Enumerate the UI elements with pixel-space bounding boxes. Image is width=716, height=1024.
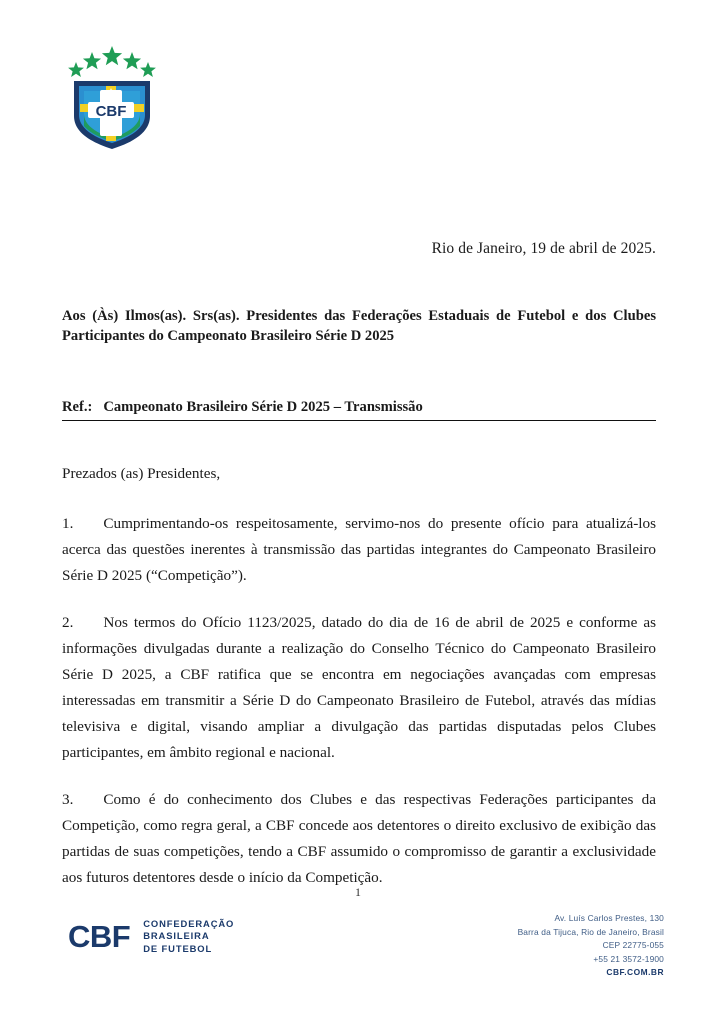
reference-subject: Campeonato Brasileiro Série D 2025 – Transmissão <box>103 398 423 415</box>
reference-divider <box>62 420 656 421</box>
salutation: Prezados (as) Presidentes, <box>62 464 221 482</box>
footer-website[interactable]: CBF.COM.BR <box>606 967 664 978</box>
addressee-block: Aos (Às) Ilmos(as). Srs(as). Presidentes das Federações Estaduais de Futebol e dos Clubes Participantes do Campeonato Brasileiro Série D 2025 <box>62 308 656 345</box>
paragraph-3-number: 3. <box>62 791 74 809</box>
date-line: Rio de Janeiro, 19 de abril de 2025. <box>431 240 656 257</box>
reference-line <box>62 399 656 416</box>
footer-address-city: Barra da Tijuca, Rio de Janeiro, Brasil <box>517 926 664 937</box>
cbf-crest-icon <box>64 28 160 150</box>
cbf-crest-logo <box>64 28 160 150</box>
footer-organization-name <box>143 918 234 955</box>
footer-org-line-3: DE FUTEBOL <box>143 942 213 954</box>
footer-brand <box>68 918 234 955</box>
paragraph-2-number: 2. <box>62 614 74 632</box>
footer-address-street: Av. Luís Carlos Prestes, 130 <box>554 913 664 923</box>
footer-wordmark: CBF <box>68 919 131 955</box>
reference-label: Ref.: <box>62 398 93 415</box>
paragraph-2 <box>62 610 656 765</box>
footer-address-phone: +55 21 3572-1900 <box>593 953 664 964</box>
letter-body <box>62 240 656 913</box>
crest-monogram: CBF <box>95 103 127 120</box>
crest-stars <box>68 46 156 77</box>
paragraph-3-text: Como é do conhecimento dos Clubes e das respectivas Federações participantes da Competição, como regra geral, a CBF concede aos detentores o direito exclusivo de exibição das partidas de suas competições, tendo a CBF assumido o compromisso de garantir a exclusividade aos futuros detentores desde o início da Competição. <box>62 791 656 886</box>
footer-org-line-2: BRASILEIRA <box>143 930 210 942</box>
page-number: 1 <box>355 885 361 899</box>
footer-org-line-1: CONFEDERAÇÃO <box>143 918 235 929</box>
paragraph-2-text: Nos termos do Ofício 1123/2025, datado do dia de 16 de abril de 2025 e conforme as informações divulgadas durante a realização do Conselho Técnico do Campeonato Brasileiro Série D 2025, a CBF ratifica que se encontra em negociações avançadas com empresas interessadas em transmitir a Série D do Campeonato Brasileiro de Futebol, através das mídias televisiva e digital, visando ampliar a divulgação das partidas disputadas pelos Clubes participantes, em âmbito regional e nacional. <box>62 614 656 761</box>
footer-address <box>518 912 664 980</box>
page-footer <box>0 908 716 978</box>
paragraph-1-number: 1. <box>62 514 74 532</box>
paragraph-1 <box>62 511 656 589</box>
paragraph-3 <box>62 787 656 890</box>
footer-address-postal-code: CEP 22775-055 <box>602 940 664 951</box>
paragraph-1-text: Cumprimentando-os respeitosamente, servimo-nos do presente ofício para atualizá-los acerca das questões inerentes à transmissão das partidas integrantes do Campeonato Brasileiro Série D 2025 (“Competição”). <box>62 514 656 584</box>
reference-block <box>62 399 656 421</box>
